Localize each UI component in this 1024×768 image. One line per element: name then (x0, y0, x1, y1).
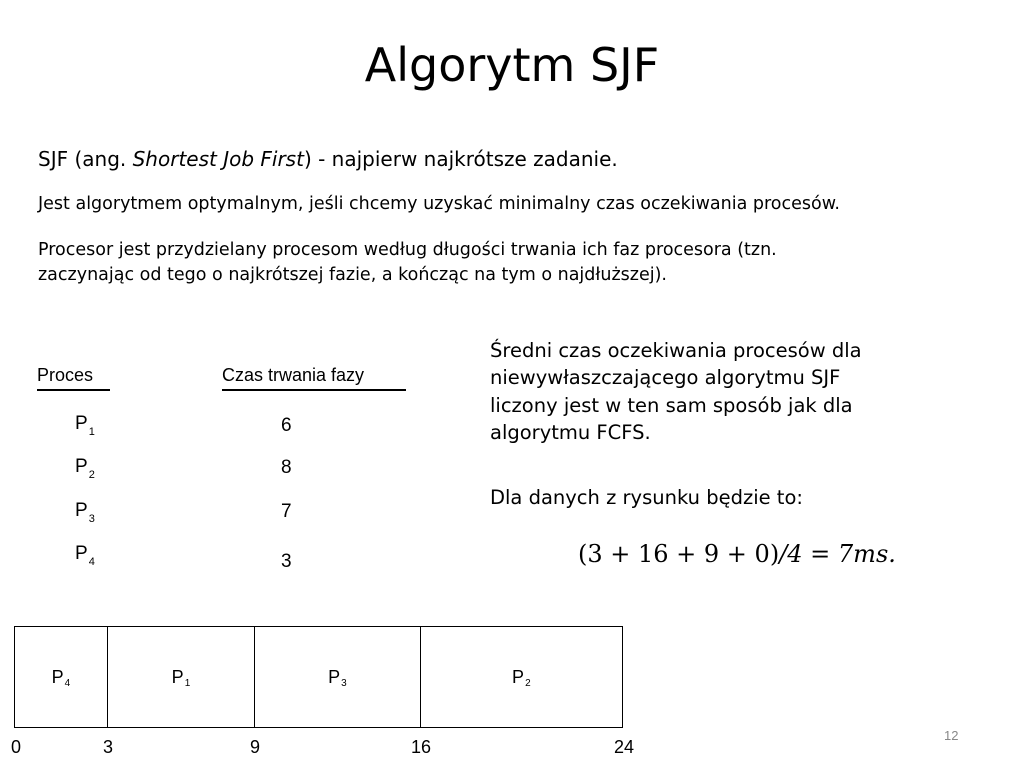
explanation-line-3: liczony jest w ten sam sposób jak dla (490, 393, 853, 417)
table-row-process: $P_4$ (75, 543, 95, 568)
explanation-line-2: niewywłaszczającego algorytmu SJF (490, 366, 841, 390)
data-intro: Dla danych z rysunku będzie to: (490, 486, 803, 509)
gantt-tick: 3 (103, 737, 114, 757)
gantt-chart (14, 626, 623, 728)
header-underline-process (37, 389, 110, 391)
table-row-burst: 6 (281, 415, 292, 436)
formula-result: /4 = 7ms. (779, 540, 896, 568)
gantt-cell: P 4 (15, 627, 108, 727)
gantt-tick: 0 (11, 737, 22, 757)
sjf-suffix: ) - najpierw najkrótsze zadanie. (303, 147, 618, 171)
assignment-rule-line-2: zaczynając od tego o najkrótszej fazie, a kończąc na tym o najdłuższej). (38, 265, 667, 286)
table-row-process: $P_3$ (75, 500, 95, 525)
formula-sum: (3 + 16 + 9 + 0) (578, 540, 780, 568)
explanation-line-1: Średni czas oczekiwania procesów dla (490, 339, 862, 362)
slide-title: Algorytm SJF (364, 38, 660, 92)
gantt-cell: P 3 (255, 627, 420, 727)
assignment-rule (38, 238, 998, 289)
average-wait-formula (578, 540, 896, 568)
table-header-burst: Czas trwania fazy (222, 365, 365, 385)
table-header-process: Proces (37, 365, 94, 385)
sjf-prefix: SJF (ang. (38, 147, 133, 171)
optimality-statement: Jest algorytmem optymalnym, jeśli chcemy uzyskać minimalny czas oczekiwania procesów. (38, 194, 840, 214)
page-number: 12 (944, 728, 959, 743)
table-row-burst: 8 (281, 457, 292, 478)
table-row-burst: 7 (281, 501, 292, 522)
header-underline-burst (222, 389, 406, 391)
explanation-line-4: algorytmu FCFS. (490, 420, 651, 444)
assignment-rule-line-1: Procesor jest przydzielany procesom według długości trwania ich faz procesora (tzn. (38, 240, 777, 260)
table-row-burst: 3 (281, 551, 292, 572)
gantt-cell: P 2 (512, 666, 531, 689)
sjf-english-name: Shortest Job First (132, 147, 304, 171)
table-row-process: $P_2$ (75, 456, 95, 481)
average-wait-explanation (490, 337, 960, 446)
gantt-cell: P 1 (108, 627, 256, 727)
gantt-tick: 24 (614, 737, 635, 757)
table-row-process: $P_1$ (75, 413, 95, 438)
gantt-tick: 16 (411, 737, 432, 757)
sjf-definition (38, 146, 998, 172)
gantt-tick: 9 (250, 737, 261, 757)
